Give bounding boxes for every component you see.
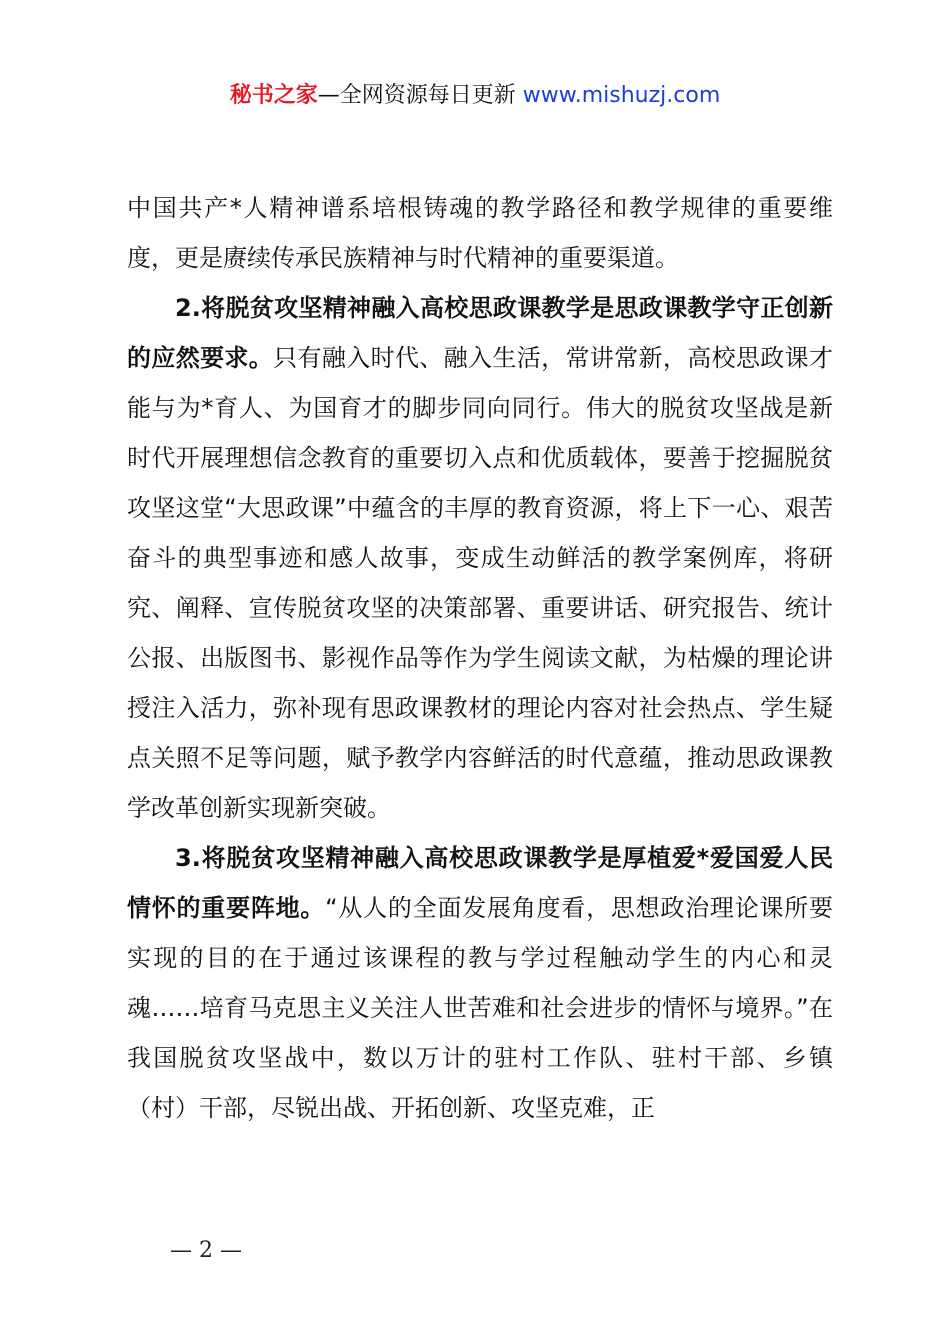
paragraph-text: “从人的全面发展角度看，思想政治理论课所要实现的目的在于通过该课程的教与学过程触动学生的内心和灵魂……培育马克思主义关注人世苦难和社会进步的情怀与境界。”在我国脱贫攻坚战中，数以万计的驻村工作队、驻村干部、乡镇（村）干部，尽锐出战、开拓创新、攻坚克难，正 [127,894,834,1122]
paragraph-text: 中国共产*人精神谱系培根铸魂的教学路径和教学规律的重要维度，更是赓续传承民族精神与时代精神的重要渠道。 [127,194,833,272]
paragraph-text: 只有融入时代、融入生活，常讲常新，高校思政课才能与为*育人、为国育才的脚步同向同行。伟大的脱贫攻坚战是新时代开展理想信念教育的重要切入点和优质载体，要善于挖掘脱贫攻坚这堂“大思政课”中蕴含的丰厚的教育资源，将上下一心、艰苦奋斗的典型事迹和感人故事，变成生动鲜活的教学案例库，将研究、阐释、宣传脱贫攻坚的决策部署、重要讲话、研究报告、统计公报、出版图书、影视作品等作为学生阅读文献，为枯燥的理论讲授注入活力，弥补现有思政课教材的理论内容对社会热点、学生疑点关照不足等问题，赋予教学内容鲜活的时代意蕴，推动思政课教学改革创新实现新突破。 [127,344,834,822]
paragraph-2 [127,283,833,833]
header-tagline: —全网资源每日更新 [317,83,523,108]
paragraph-continuation [127,183,833,283]
site-header [0,80,950,112]
paragraph-heading: 2.将脱贫攻坚精神融入高校思政课教学是思政课教学守正创新的应然要求。 [127,294,833,372]
paragraph-heading: 3.将脱贫攻坚精神融入高校思政课教学是厚植爱*爱国爱人民情怀的重要阵地。 [127,844,833,922]
paragraph-3 [127,833,833,1133]
document-body [127,183,833,1133]
page-number: — 2 — [170,1238,242,1263]
site-url[interactable]: www.mishuzj.com [522,83,721,108]
brand-name: 秘书之家 [229,83,318,108]
